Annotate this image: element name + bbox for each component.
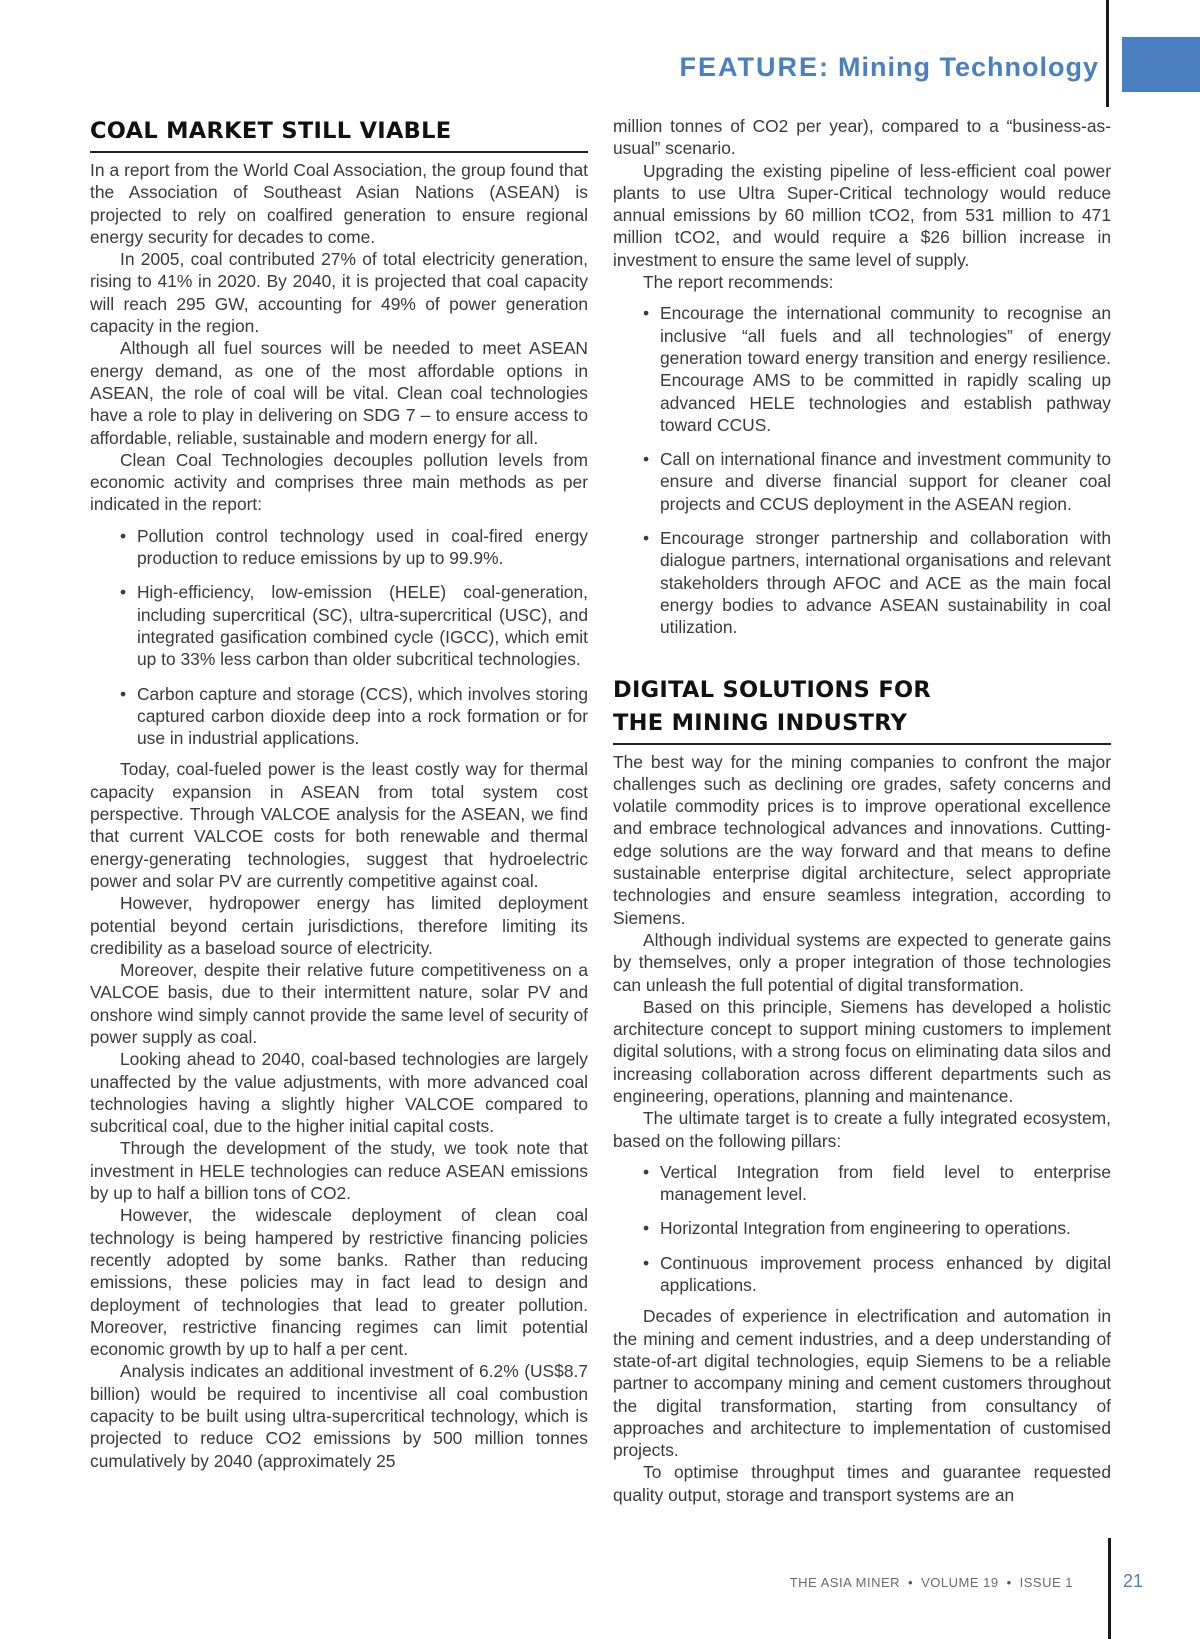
paragraph: In 2005, coal contributed 27% of total electricity generation, rising to 41% in 2020. By 2040, it is projected that coal capacity will reach 295 GW, accounting for 49% of power generation capacity in the region. xyxy=(90,249,588,337)
list-item-text: Encourage stronger partnership and collaboration with dialogue partners, international organisations and relevant stakeholders through AFOC and ACE as the main focal energy bodies to advance ASEAN sustainability in coal utilization. xyxy=(660,528,1111,638)
feature-label: FEATURE: xyxy=(679,52,831,82)
section-heading-digital-line1: DIGITAL SOLUTIONS FOR xyxy=(613,676,932,703)
bullet-icon: • xyxy=(120,683,127,704)
paragraph: To optimise throughput times and guarantee requested quality output, storage and transport systems are an xyxy=(613,1462,1111,1505)
paragraph: Although individual systems are expected to generate gains by themselves, only a proper integration of those technologies can unleash the full potential of digital transformation. xyxy=(613,929,1111,995)
paragraph: Upgrading the existing pipeline of less-efficient coal power plants to use Ultra Super-Critical technology would reduce annual emissions by 60 million tCO2, from 531 million to 471 million tCO2, and would require a $26 billion increase in investment to ensure the same level of supply. xyxy=(613,160,1111,270)
list-item-text: Carbon capture and storage (CCS), which involves storing captured carbon dioxide deep into a rock formation or for use in industrial applications. xyxy=(137,683,588,749)
footer-separator: • xyxy=(1006,1575,1012,1590)
paragraph: However, hydropower energy has limited deployment potential beyond certain jurisdictions, therefore limiting its credibility as a baseload source of electricity. xyxy=(90,893,588,958)
footer-publication: THE ASIA MINER xyxy=(789,1575,901,1590)
paragraph: However, the widescale deployment of clean coal technology is being hampered by restrictive financing policies recently adopted by some banks. Rather than reducing emissions, these policies may in fact lead to design and deployment of technologies that lead to greater pollution. Moreover, restrictive financing regimes can limit potential economic growth by up to half a per cent. xyxy=(90,1205,588,1360)
bullet-icon: • xyxy=(643,1218,650,1239)
left-column xyxy=(90,115,588,1472)
footer-volume: VOLUME 19 xyxy=(921,1575,999,1590)
list-item-text: Vertical Integration from field level to enterprise management level. xyxy=(660,1161,1111,1205)
paragraph: Based on this principle, Siemens has developed a holistic architecture concept to support mining customers to implement digital solutions, with a strong focus on eliminating data silos and increasing collaboration across different departments such as engineering, operations, planning and maintenance. xyxy=(613,996,1111,1106)
bullet-icon: • xyxy=(643,1252,650,1273)
right-column xyxy=(613,115,1111,1506)
list-item-text: Pollution control technology used in coal-fired energy production to reduce emissions by up to 99.9%. xyxy=(137,525,588,569)
paragraph: Looking ahead to 2040, coal-based technologies are largely unaffected by the value adjustments, with more advanced coal technologies having a slightly higher VALCOE compared to subcritical coal, due to the higher initial capital costs. xyxy=(90,1049,588,1137)
footer-issue: ISSUE 1 xyxy=(1019,1575,1073,1590)
page-number: 21 xyxy=(1123,1571,1144,1591)
paragraph: Moreover, despite their relative future competitiveness on a VALCOE basis, due to their intermittent nature, solar PV and onshore wind simply cannot provide the same level of security of power supply as coal. xyxy=(90,960,588,1047)
section-heading-digital-line2: THE MINING INDUSTRY xyxy=(613,709,908,736)
list-item-text: High-efficiency, low-emission (HELE) coal-generation, including supercritical (SC), ultra-supercritical (USC), and integrated gasification combined cycle (IGCC), which emit up to 33% less carbon than older subcritical technologies. xyxy=(137,582,588,670)
footer-publication-info xyxy=(790,1575,1073,1590)
list-item xyxy=(613,302,1111,436)
bullet-icon: • xyxy=(643,1161,650,1182)
feature-header xyxy=(680,52,1099,83)
paragraph: The ultimate target is to create a fully integrated ecosystem, based on the following pillars: xyxy=(613,1108,1111,1151)
paragraph: In a report from the World Coal Association, the group found that the Association of Southeast Asian Nations (ASEAN) is projected to rely on coalfired generation to ensure regional energy security for decades to come. xyxy=(90,160,588,247)
paragraph: Today, coal-fueled power is the least costly way for thermal capacity expansion in ASEAN from total system cost perspective. Through VALCOE analysis for the ASEAN, we find that current VALCOE costs for both renewable and thermal energy-generating technologies, suggest that hydroelectric power and solar PV are currently competitive against coal. xyxy=(90,759,588,891)
header-divider-line xyxy=(1106,0,1109,107)
paragraph: Although all fuel sources will be needed to meet ASEAN energy demand, as one of the most affordable options in ASEAN, the role of coal will be vital. Clean coal technologies have a role to play in delivering on SDG 7 – to ensure access to affordable, reliable, sustainable and modern energy for all. xyxy=(90,338,588,448)
bullet-icon: • xyxy=(120,525,127,546)
paragraph: Clean Coal Technologies decouples pollution levels from economic activity and comprises three main methods as per indicated in the report: xyxy=(90,449,588,515)
paragraph: Through the development of the study, we took note that investment in HELE technologies can reduce ASEAN emissions by up to half a billion tons of CO2. xyxy=(90,1138,588,1204)
footer-separator: • xyxy=(908,1575,914,1590)
paragraph: The best way for the mining companies to confront the major challenges such as declining ore grades, safety concerns and volatile commodity prices is to improve operational excellence and embrace technological advances and innovations. Cutting-edge solutions are the way forward and that means to define sustainable enterprise digital architecture, select appropriate technologies and ensure seamless integration, according to Siemens. xyxy=(613,751,1111,928)
list-item xyxy=(90,581,588,670)
bullet-icon: • xyxy=(643,449,650,470)
list-item-text: Continuous improvement process enhanced by digital applications. xyxy=(660,1252,1111,1296)
list-item xyxy=(90,525,588,570)
list-item xyxy=(613,1161,1111,1206)
accent-block xyxy=(1122,37,1200,92)
bullet-icon: • xyxy=(120,582,127,603)
section-heading-coal: COAL MARKET STILL VIABLE xyxy=(90,118,452,144)
list-item-text: Call on international finance and investment community to ensure and diverse financial support for cleaner coal projects and CCUS deployment in the ASEAN region. xyxy=(660,449,1111,514)
feature-topic: Mining Technology xyxy=(838,52,1099,82)
paragraph: The report recommends: xyxy=(643,272,834,293)
list-item xyxy=(613,527,1111,638)
footer-divider-line xyxy=(1108,1538,1111,1639)
bullet-list xyxy=(613,302,1111,638)
paragraph: Analysis indicates an additional investment of 6.2% (US$8.7 billion) would be required to incentivise all coal combustion capacity to be built using ultra-supercritical technology, which is projected to reduce CO2 emissions by 500 million tonnes cumulatively by 2040 (approximately 25 xyxy=(90,1361,588,1471)
list-item xyxy=(613,448,1111,515)
list-item-text: Horizontal Integration from engineering to operations. xyxy=(660,1218,1071,1239)
list-item-text: Encourage the international community to recognise an inclusive “all fuels and all technologies” of energy generation toward energy transition and energy resilience. Encourage AMS to be committed in rapidly scaling up advanced HELE technologies and establish pathway toward CCUS. xyxy=(660,303,1111,435)
bullet-list xyxy=(90,525,588,750)
bullet-icon: • xyxy=(643,528,650,549)
bullet-list xyxy=(613,1161,1111,1296)
bullet-icon: • xyxy=(643,303,650,324)
list-item xyxy=(613,1217,1111,1239)
list-item xyxy=(90,683,588,750)
heading-rule xyxy=(613,743,1111,745)
list-item xyxy=(613,1252,1111,1297)
heading-rule xyxy=(90,151,588,153)
paragraph-continuation: million tonnes of CO2 per year), compared to a “business-as-usual” scenario. xyxy=(613,116,1111,159)
paragraph: Decades of experience in electrification and automation in the mining and cement industries, and a deep understanding of state-of-art digital technologies, equip Siemens to be a reliable partner to accompany mining and cement customers throughout the digital transformation, starting from consultancy of approaches and architecture to implementation of customised projects. xyxy=(613,1306,1111,1461)
